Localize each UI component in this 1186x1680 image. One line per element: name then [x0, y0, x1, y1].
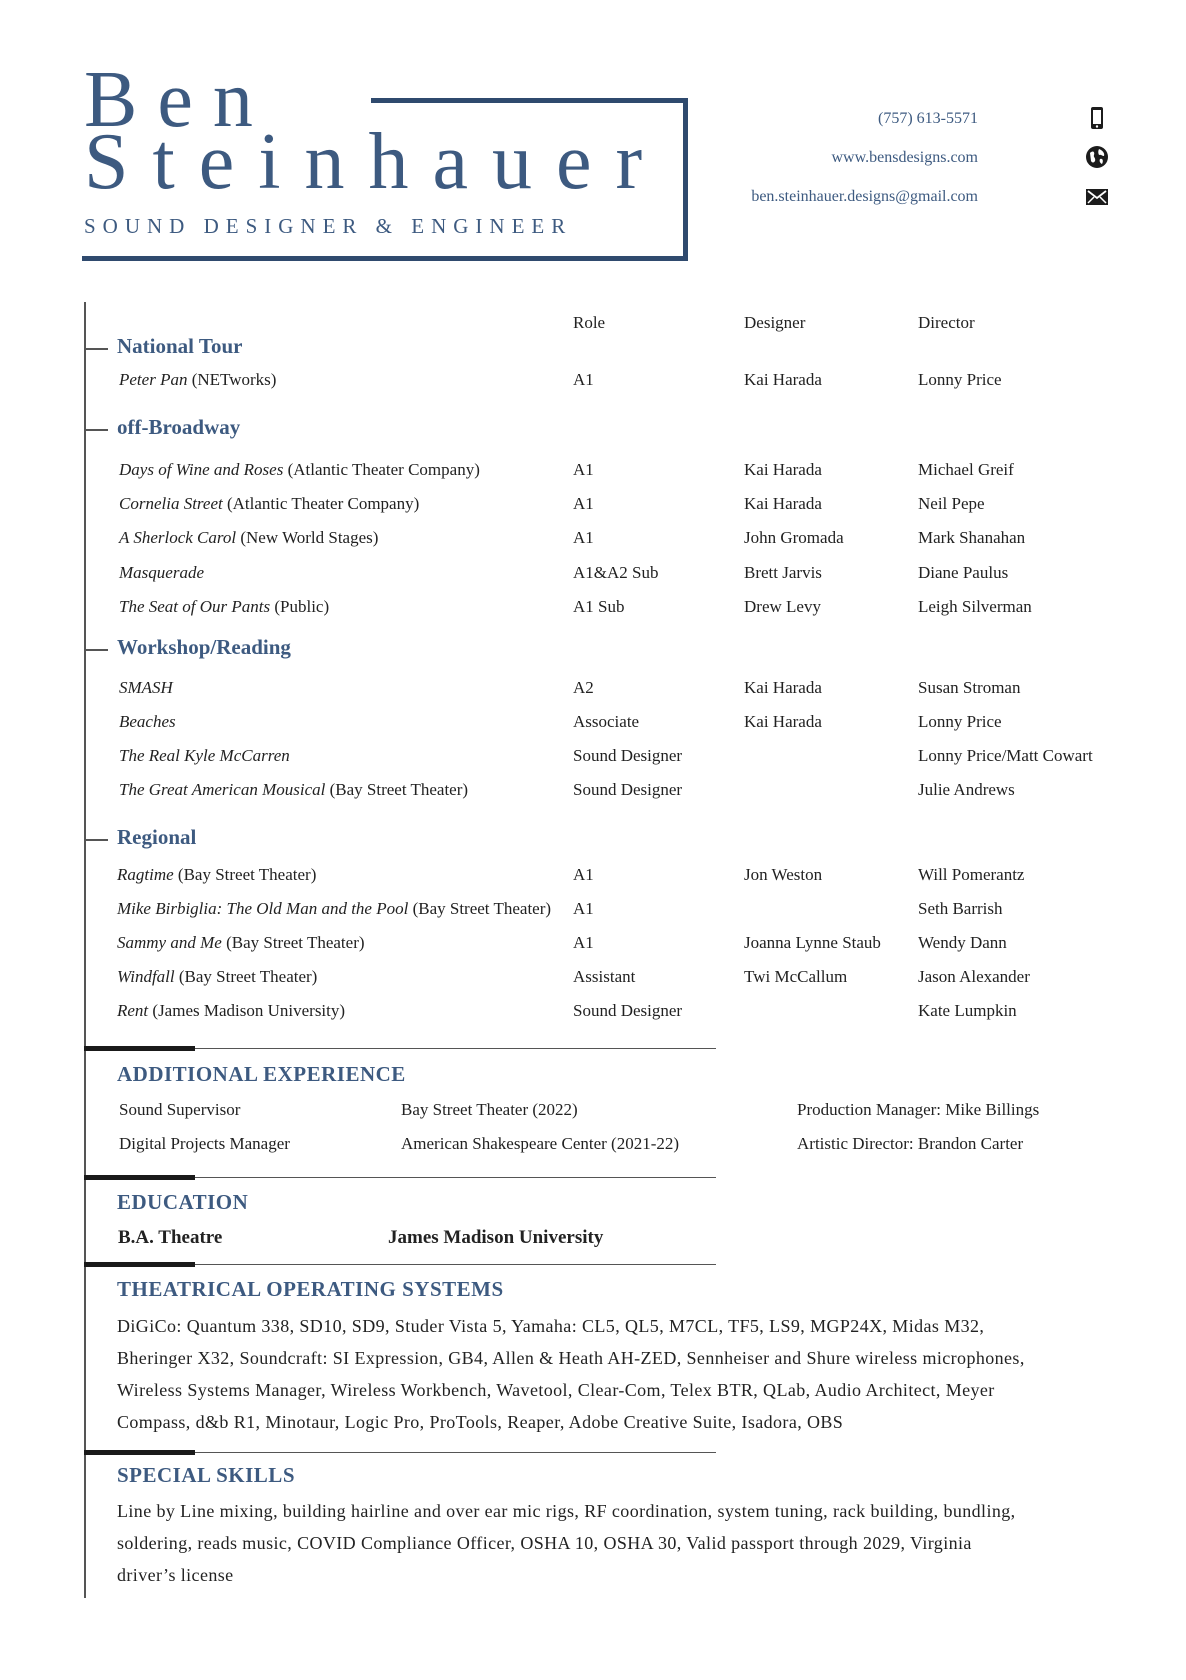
first-name: Ben [84, 56, 273, 144]
credit-role: A1 [573, 865, 594, 884]
skills-line: soldering, reads music, COVID Compliance Officer, OSHA 10, OSHA 30, Valid passport through 2029, Virginia [117, 1533, 972, 1553]
credit-role: Sound Designer [573, 1001, 683, 1020]
credit-designer: Twi McCallum [744, 967, 848, 986]
section-heading-skills: SPECIAL SKILLS [117, 1463, 295, 1487]
section-divider-accent [84, 1450, 195, 1455]
credit-designer: John Gromada [744, 528, 844, 547]
credit-show: Windfall (Bay Street Theater) [117, 967, 318, 986]
credit-role: Sound Designer [573, 780, 683, 799]
credit-show: Ragtime (Bay Street Theater) [117, 865, 317, 884]
credit-role: A1 [573, 370, 594, 389]
additional-reference: Artistic Director: Brandon Carter [797, 1134, 1024, 1153]
credit-role: Assistant [573, 967, 636, 986]
credit-show: The Real Kyle McCarren [119, 746, 290, 765]
skills-list [117, 1495, 1102, 1591]
systems-line: Compass, d&b R1, Minotaur, Logic Pro, ProTools, Reaper, Adobe Creative Suite, Isadora, OBS [117, 1412, 844, 1432]
systems-list [117, 1310, 1102, 1438]
frame-line-right [683, 98, 688, 261]
credit-director: Wendy Dann [918, 933, 1007, 952]
section-heading-systems: THEATRICAL OPERATING SYSTEMS [117, 1277, 504, 1301]
credit-director: Mark Shanahan [918, 528, 1026, 547]
section-heading-off-broadway: off-Broadway [117, 415, 241, 439]
credit-director: Seth Barrish [918, 899, 1003, 918]
credit-designer: Kai Harada [744, 712, 822, 731]
credit-designer: Kai Harada [744, 494, 822, 513]
credit-designer: Drew Levy [744, 597, 821, 616]
credit-director: Lonny Price [918, 370, 1002, 389]
section-divider-accent [84, 1046, 195, 1051]
job-title: SOUND DESIGNER & ENGINEER [84, 214, 573, 238]
systems-line: DiGiCo: Quantum 338, SD10, SD9, Studer Vista 5, Yamaha: CL5, QL5, M7CL, TF5, LS9, MGP24X, Midas M32, [117, 1316, 985, 1336]
credit-show: Peter Pan (NETworks) [119, 370, 277, 389]
section-tick [84, 839, 108, 841]
skills-line: Line by Line mixing, building hairline and over ear mic rigs, RF coordination, system tuning, rack building, bundling, [117, 1501, 1016, 1521]
education-degree: B.A. Theatre [118, 1227, 223, 1248]
section-divider-accent [84, 1262, 195, 1267]
systems-line: Wireless Systems Manager, Wireless Workbench, Wavetool, Clear-Com, Telex BTR, QLab, Audio Architect, Meyer [117, 1380, 995, 1400]
credit-director: Jason Alexander [918, 967, 1030, 986]
credit-show: Days of Wine and Roses (Atlantic Theater Company) [119, 460, 480, 479]
credit-show: The Seat of Our Pants (Public) [119, 597, 330, 616]
education-school: James Madison University [388, 1227, 604, 1248]
column-header-designer: Designer [744, 313, 806, 332]
credit-role: A1 Sub [573, 597, 625, 616]
credit-director: Lonny Price/Matt Cowart [918, 746, 1093, 765]
frame-line-bottom [82, 256, 688, 261]
last-name: Steinhauer [84, 118, 667, 206]
mail-icon [1084, 184, 1110, 210]
website-link[interactable]: www.bensdesigns.com [831, 149, 978, 166]
credit-designer: Jon Weston [744, 865, 823, 884]
skills-line: driver’s license [117, 1565, 234, 1585]
additional-position: Digital Projects Manager [119, 1134, 290, 1153]
credit-role: Sound Designer [573, 746, 683, 765]
section-heading-education: EDUCATION [117, 1190, 249, 1214]
section-tick [84, 649, 108, 651]
additional-position: Sound Supervisor [119, 1100, 241, 1119]
systems-line: Bheringer X32, Soundcraft: SI Expression, GB4, Allen & Heath AH-ZED, Sennheiser and Shure wireless microphones, [117, 1348, 1025, 1368]
credit-role: A1 [573, 460, 594, 479]
credit-designer: Joanna Lynne Staub [744, 933, 881, 952]
credit-designer: Kai Harada [744, 460, 822, 479]
section-heading-workshop-reading: Workshop/Reading [117, 635, 291, 659]
credit-director: Lonny Price [918, 712, 1002, 731]
credit-director: Kate Lumpkin [918, 1001, 1017, 1020]
credit-designer: Kai Harada [744, 370, 822, 389]
section-heading-national-tour: National Tour [117, 334, 243, 358]
additional-reference: Production Manager: Mike Billings [797, 1100, 1040, 1119]
credit-show: Rent (James Madison University) [117, 1001, 346, 1020]
additional-org: American Shakespeare Center (2021-22) [401, 1134, 680, 1153]
credit-role: A1 [573, 494, 594, 513]
section-tick [84, 429, 108, 431]
column-header-director: Director [918, 313, 975, 332]
timeline-line [84, 302, 86, 1598]
email-link[interactable]: ben.steinhauer.designs@gmail.com [751, 188, 978, 205]
credit-show: Masquerade [119, 563, 204, 582]
credit-role: A1 [573, 899, 594, 918]
credit-director: Leigh Silverman [918, 597, 1032, 616]
credit-show: Beaches [119, 712, 176, 731]
section-divider-accent [84, 1175, 195, 1180]
phone-icon [1084, 105, 1110, 131]
credit-show: Sammy and Me (Bay Street Theater) [117, 933, 365, 952]
credit-director: Neil Pepe [918, 494, 985, 513]
section-heading-additional: ADDITIONAL EXPERIENCE [117, 1062, 406, 1086]
credit-role: Associate [573, 712, 640, 731]
credit-show: Mike Birbiglia: The Old Man and the Pool (Bay Street Theater) [117, 899, 552, 918]
credit-role: A1 [573, 528, 594, 547]
additional-org: Bay Street Theater (2022) [401, 1100, 578, 1119]
credit-show: A Sherlock Carol (New World Stages) [119, 528, 379, 547]
credit-director: Michael Greif [918, 460, 1014, 479]
credit-show: Cornelia Street (Atlantic Theater Company) [119, 494, 420, 513]
credit-role: A1 [573, 933, 594, 952]
credit-role: A1&A2 Sub [573, 563, 659, 582]
credit-designer: Brett Jarvis [744, 563, 822, 582]
phone-number[interactable]: (757) 613-5571 [878, 110, 978, 127]
section-heading-regional: Regional [117, 825, 197, 849]
credit-director: Diane Paulus [918, 563, 1009, 582]
credit-director: Susan Stroman [918, 678, 1021, 697]
frame-line-top [371, 98, 688, 103]
credit-designer: Kai Harada [744, 678, 822, 697]
column-header-role: Role [573, 313, 606, 332]
credit-show: The Great American Mousical (Bay Street Theater) [119, 780, 469, 799]
credit-role: A2 [573, 678, 594, 697]
credit-director: Will Pomerantz [918, 865, 1025, 884]
section-tick [84, 348, 108, 350]
credit-show: SMASH [119, 678, 173, 697]
credit-director: Julie Andrews [918, 780, 1015, 799]
globe-icon [1084, 144, 1110, 170]
